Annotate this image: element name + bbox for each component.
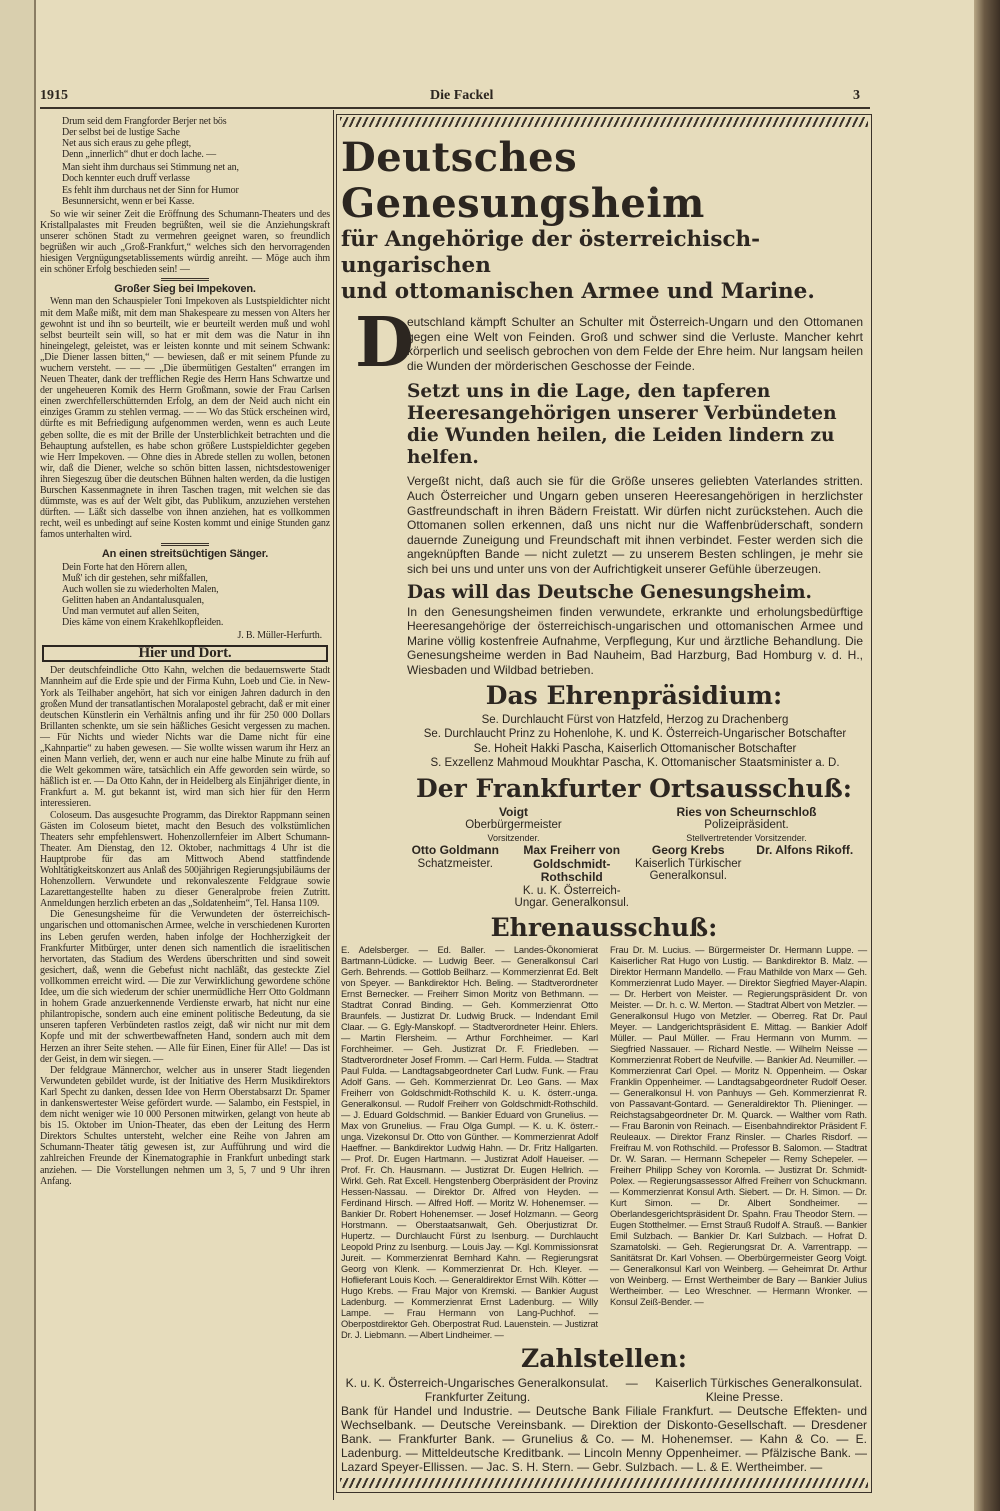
previous-page-edge (0, 0, 36, 1511)
praesidium-member: Se. Durchlaucht Prinz zu Hohenlohe, K. und K. Österreich-Ungarischer Botschafter (423, 728, 847, 740)
member-role: Oberbürgermeister (465, 819, 562, 831)
member-note: Vorsitzender. (487, 832, 540, 843)
separator (161, 278, 209, 281)
article-heading: An einen streitsüchtigen Sänger. (101, 548, 269, 561)
subtitle-line: für Angehörige der österreichisch-ungarischen (341, 227, 761, 278)
zahlstellen-banks: Bank für Handel und Industrie. — Deutsche Bank Filiale Frankfurt. — Deutsche Effekten- und Wechselbank. — Deutsche Vereinsbank. — Direktion der Diskonto-Gesellschaft. — Dresdener Bank. — Frankfurter Bank. — Grunelius & Co. — M. Hohenemser. — Kahn & Co. — E. Ladenburg. — Mitteldeutsche Kreditbank. — Lincoln Menny Oppenheimer. — Pfälzische Bank. — Lazard Speyer-Ellissen. — Jac. S. H. Stern. — Gebr. Sulzbach. — L. & E. Wertheimber. — (341, 1403, 867, 1474)
verse-line: Auch wollen sie zu wiederholten Malen, (62, 583, 219, 595)
paragraph: Die Genesungsheime für die Verwundeten der österreichisch-ungarischen und ottomanischen Armee, welche in verschiedenen Kurorten ins Leben gerufen werden, haben infolge der Hochherzigkeit der Frankfurter Mitbürger, unter denen sich namentlich die israelitischen hervortaten, das Stadium des Werdens überschritten und sind soweit gesichert, daß, wenn die Gebefust nicht nachläßt, das gesteckte Ziel vollkommen erreicht wird. — Die zur Verwirklichung gewordene schöne Idee, um die sich wiederum der schier unermüdliche Herr Otto Goldmann in hohem Grade anzuerkennende Verdienste erwarb, hat nicht nur eine philantropische, sondern auch eine eminent politische Bedeutung, da sie unseren tapferen Verbündeten rastlos zeigt, daß wir nicht nur mit dem Kopfe und mit der schwertbewaffneten Hand, sondern auch mit dem Herzen an ihrer Seite stehen. — Alle für Einen, Einer für Alle! — Das ist der Geist, in dem wir siegen. — (40, 909, 330, 1065)
verse-2 (40, 162, 330, 206)
advertisement (336, 114, 872, 1493)
decorative-border (340, 1478, 868, 1488)
member-goldmann (397, 844, 514, 910)
ortsausschuss-list (397, 806, 863, 910)
member-role: Schatzmeister. (417, 857, 493, 870)
body-paragraph: Vergeßt nicht, daß auch sie für die Größe unseres geliebten Vaterlandes stritten. Auch Österreicher und Ungarn geben unseren Heeresangehörigen in herzlichster Gastfreundschaft in ihren Bädern Freistatt. Wir dürfen nicht zurückstehen. Auch die Ottomanen sollen erkennen, daß uns nicht nur die Waffenbrüderschaft, sondern dauernde Zuneigung und Freundschaft mit ihnen verbindet. Fester werden sich die angeknüpften Bande — nicht zuletzt — zu unserem Besten schlingen, je mehr sie sich bei uns und unter uns von der Aufrichtigkeit unserer Gefühle überzeugen. (407, 474, 863, 576)
zahlstelle: Frankfurter Zeitung. (424, 1389, 531, 1404)
member-voigt (397, 806, 630, 845)
left-column (40, 116, 330, 1187)
zahlstellen-consulates (337, 1376, 871, 1390)
intro-paragraph (355, 303, 863, 383)
section-banner: Hier und Dort. (42, 645, 328, 662)
verse-1 (40, 116, 330, 160)
header-rule (40, 107, 870, 109)
header-title: Die Fackel (430, 88, 494, 103)
paragraph: Coloseum. Das ausgesuchte Programm, das Direktor Rappmann seinen Gästen im Coloseum bietet, macht den Besuch des volkstümlichen Theaters sehr empfehlenswert. Hohenzollernfeier im Albert Schumann-Theater. Am Dienstag, den 12. Oktober, nachmittags 4 Uhr ist die Hauptprobe für das am Mittwoch Abend stattfindende Wohltätigkeitskonzert aus Anlaß des 500jährigen Regierungsjubiläums der Hohenzollern. Verwundete und rekonvaleszente Feldgraue sowie Lazarettangestellte haben zu dieser Generalprobe freien Zutritt. Anmeldungen herzlich erbeten an das „Soldatenheim“, Tel. Hansa 1109. (40, 809, 330, 910)
member-name: Voigt (498, 804, 529, 819)
appeal: Setzt uns in die Lage, den tapferen Heeresangehörigen unserer Verbündeten die Wunden heilen, die Leiden lindern zu helfen. (407, 381, 837, 469)
paragraph: So wie wir seiner Zeit die Eröffnung des Schumann-Theaters und des Kristallpalastes mit Freuden begrüßten, weil sie die Anziehungskraft unserer schönen Stadt zu vermehren geeignet waren, so freundlich begrüßen wir auch „Groß-Frankfurt,“ welches sich den hervorragenden hiesigen Vergnügungsetablissements würdig anreiht. — Möge auch ihm ein schöner Erfolg beschieden sein! — (40, 208, 330, 276)
member-name: Ries von Scheurnschloß (676, 804, 817, 819)
verse-line: Drum seid dem Frangforder Berjer net bös (62, 116, 227, 127)
drop-cap: D (355, 303, 414, 383)
paragraph: Wenn man den Schauspieler Toni Impekoven als Lustspieldichter nicht mit dem Maße mißt, mit dem man Shakespeare zu messen von Alters her gewohnt ist und ihn so beurteilt, wie er beurteilt werden muß und wohl selbst beurteilt sein will, so hat er mit dem was die Natur in ihn hineingelegt, geleistet, was er leisten konnte und mit seinem Schwank: „Die Diener lassen bitten,“ — bewiesen, daß er mit seinem Pfunde zu wuchern versteht. — — — „Die übermütigen Gestalten“ errangen im Neuen Theater, dank der trefflichen Regie des Herrn Hans Schwartze und der ungeheueren Komik des Herrn Großmann, sowie der Frau Carlsen einen zwerchfellerschütternden Erfolg, an dem der Neid auch nicht ein einziges Gramm zu stehlen vermag. — — Wo das Stück erscheinen wird, dürfte es mit Befriedigung aufgenommen werden, wenn es auch Leute geben sollte, die es mit der Brille der Unsterblichkeit betrachten und die Behauptung aufstellen, es habe schon größere Lustspieldichter gegeben wie Herr Impekoven. — Ohne dies in Abrede stellen zu wollen, betonen wir, daß die Diener, welche so schön bitten lassen, nichtsdestoweniger ihren Siegeszug über die deutschen Bühnen halten werden, da die lustigen Burschen Kassenmagnete in ihren Taschen tragen, mit welchen sie das dümmste, was es auf der Welt gibt, das Publikum, anzuziehen verstehen dürften. — Läßt sich dasselbe von ihnen anziehen, hat es vollkommen recht, weil es unbedingt auf seine Kosten kommt und einige Stunden ganz famos unterhalten wird. (40, 296, 330, 541)
verse-line: Es fehlt ihm durchaus net der Sinn for Humor (62, 184, 239, 196)
member-ries (630, 806, 863, 845)
member-name: Dr. Alfons Rikoff. (756, 843, 854, 857)
ehren-column-left: E. Adelsberger. — Ed. Baller. — Landes-Ökonomierat Bartmann-Lüdicke. — Ludwig Beer. — Generalkonsul Carl Gerh. Behrends. — Gottlob Beilharz. — Kommerzienrat Ed. Belt von Speyer. — Bankdirektor Hch. Beling. — Stadtverordneter Ernst Bernecker. — Freiherr Simon Moritz von Bethmann. — Stadtrat Conrad Binding. — Geh. Kommerzienrat Otto Braunfels. — Justizrat Dr. Ludwig Bruck. — Indendant Emil Claar. — G. Egly-Manskopf. — Stadtverordneter Heinr. Ehlers. — Martin Flersheim. — Arthur Forchheimer. — Karl Forchheimer. — Geh. Justizrat Dr. F. Friedleben. — Stadtverordneter Josef Fromm. — Carl Herm. Fulda. — Stadtrat Paul Fulda. — Landtagsabgeordneter Carl Ludw. Funk. — Frau Adolf Gans. — Geh. Kommerzienrat Dr. Leo Gans. — Max Freiherr von Goldschmidt-Rothschild K. u. K. österr.-unga. Generalkonsul. — Rudolf Freiherr von Goldschmidt-Rothschild. — J. Eduard Goldschmid. — Bankier Eduard von Grunelius. — Max von Grunelius. — Frau Olga Gumpl. — K. u. K. österr.-unga. Vizekonsul Dr. Otto von Günther. — Kommerzienrat Adolf Haeffner. — Bankdirektor Ludwig Hahn. — Dr. Fritz Hallgarten. — Prof. Dr. Eugen Hartmann. — Justizrat Adolf Haueiser. — Prof. Fr. Ch. Hausmann. — Justizrat Dr. Eugen Hellrich. — Wirkl. Geh. Rat Excell. Hengstenberg Oberpräsident der Provinz Hessen-Nassau. — Direktor Dr. Alfred von Heyden. — Ferdinand Hirsch. — Alfred Hoff. — Moritz W. Hohenemser. — Bankier Dr. Robert Hohenemser. — Josef Holzmann. — Georg Horstmann. — Oberstaatsanwalt, Geh. Oberjustizrat Dr. Hupertz. — Durchlaucht Fürst zu Isenburg. — Durchlaucht Leopold Prinz zu Isenburg. — Louis Jay. — Kgl. Kommissionsrat Jureit. — Kommerzienrat Bernhard Kahn. — Regierungsrat Georg von Klenk. — Kommerzienrat Dr. Hch. Kleyer. — Hoflieferant Louis Koch. — Generaldirektor Ernst Wilh. Kötter — Hugo Krebs. — Frau Major von Kremski. — Bankier August Ladenburg. — Kommerzienrat Ernst Ladenburg. — Willy Lampe. — Frau Hermann von Lang-Puchhof. — Oberpostdirektor Geh. Oberpostrat Rud. Lauenstein. — Justizrat Dr. J. Liebmann. — Albert Lindheimer. — (341, 944, 598, 1340)
member-role: K. u. K. Österreich-Ungar. Generalkonsul. (514, 884, 629, 909)
verse-3 (40, 562, 330, 629)
member-name: Otto Goldmann (411, 843, 499, 857)
book-spine (974, 0, 1000, 1511)
intro-text: eutschland kämpft Schulter an Schulter mit Österreich-Ungarn und den Ottomanen gegen eine Welt von Feinden. Groß und schwer sind die Verluste. Mancher kehrt körperlich und seelisch gebrochen von dem Felde der Ehre heim. Nur langsam heilen die Wunden der mörderischen Geschosse der Feinde. (407, 315, 863, 373)
subtitle-line: und ottomanischen Armee und Marine. (341, 279, 815, 304)
member-name: Max Freiherr von Goldschmidt-Rothschild (523, 843, 621, 884)
dash: — (625, 1375, 638, 1390)
member-krebs (630, 844, 747, 910)
verse-line: Denn „innerlich“ dhut er doch lache. — (62, 149, 216, 161)
zahlstellen-heading: Zahlstellen: (521, 1343, 687, 1373)
praesidium-heading: Das Ehrenpräsidium: (485, 680, 783, 710)
zahlstellen-newspapers (337, 1390, 871, 1404)
column-rule (333, 110, 334, 1500)
verse-line: Doch kennter euch druff verlasse (62, 173, 190, 185)
verse-line: Muß' ich dir gestehen, sehr mißfallen, (62, 572, 208, 584)
member-name: Georg Krebs (651, 843, 725, 857)
ehrenausschuss-list (341, 945, 867, 1341)
zahlstelle: Kleine Presse. (705, 1389, 784, 1404)
body-paragraph: In den Genesungsheimen finden verwundete, erkrankte und erholungsbedürftige Heeresangehörige der österreichisch-ungarischen und ottomanischen Armee und Marine völlig kostenfreie Aufnahme, Verpflegung, Kur und ärztliche Behandlung. Die Genesungsheime werden in Bad Nauheim, Bad Harzburg, Bad Homburg v. d. H., Wiesbaden und Wildbad betrieben. (407, 604, 863, 677)
praesidium-member: Se. Durchlaucht Fürst von Hatzfeld, Herzog zu Drachenberg (481, 713, 789, 726)
verse-line: Dein Forte hat den Hörern allen, (62, 561, 188, 573)
praesidium-list (407, 713, 863, 771)
ortsausschuss-heading: Der Frankfurter Ortsausschuß: (416, 773, 852, 803)
zahlstelle: K. u. K. Österreich-Ungarisches Generalkonsulat. (345, 1375, 609, 1390)
verse-line: Der selbst bei de lustige Sache (62, 127, 180, 139)
paragraph: Der feldgraue Männerchor, welcher aus in unserer Stadt liegenden Verwundeten gebildet wurde, ist der Initiative des Herrn Musikdirektors Karl Specht zu danken, dessen Idee von Herrn Oberstabsarzt Dr. Spamer in dankenswertester Weise gefördert wurde. — Salambo, ein Festspiel, in dem nicht weniger wie 10 000 Personen mitwirken, gelangt von heute ab bis 15. Oktober im Union-Theater, das eben der Leitung des Herrn Direktors Schultes untersteht, welcher eine Reihe von Jahren am Schumann-Theater tätig gewesen ist, zur Aufführung und wird die zahlreichen Freunde der Kinematographie in Frankfurt unbedingt stark anziehen. — Die Vorstellungen nehmen um 3, 5, 7 und 9 Uhr ihren Anfang. (40, 1064, 330, 1187)
member-goldschmidt (514, 844, 631, 910)
member-role: Polizeipräsident. (704, 819, 789, 831)
zahlstelle: Kaiserlich Türkisches Generalkonsulat. (655, 1375, 863, 1390)
paragraph: Der deutschfeindliche Otto Kahn, welchen die bedauernswerte Stadt Mannheim auf die Erde spie und der Firma Kuhn, Loeb und Cie. in New-York als Teilhaber angehört, hat sich vor einigen Jahren dadurch in den großen Mund der transatlantischen Moralapostel gebracht, daß er mit einer deutschen Künstlerin ein Verhältnis anfing und ihr für 250 000 Dollars Brillanten schenkte, um sie sein häßliches Gesicht vergessen zu machen. — Für Nichts und wieder Nichts war die Dame nicht für eine „Kahnpartie“ zu haben gewesen. — Sie wollte wissen warum ihr Herz an einen Mann verlieh, der, wenn er auch nur eine halbe Minute zu früh auf die Welt gekommen wäre, tatsächlich ein Affe geworden sein würde, so häßlich ist er. — Da Otto Kahn, der in Heidelberg als Einjähriger diente, in Frankfurt a. M. gut bekannt ist, wird man sich hier für den Herrn interessieren. (40, 665, 330, 810)
member-rikoff (747, 844, 864, 910)
decorative-border (340, 117, 868, 127)
verse-line: Man sieht ihm durchaus sei Stimmung net an, (62, 162, 239, 174)
header-page-number: 3 (853, 88, 860, 103)
ehrenausschuss-heading: Ehrenausschuß: (490, 912, 718, 942)
header-year: 1915 (40, 88, 68, 103)
ad-title: Deutsches Genesungsheim (341, 134, 705, 227)
signature: J. B. Müller-Herfurth. (237, 630, 322, 642)
member-role: Kaiserlich Türkischer Generalkonsul. (634, 857, 742, 882)
verse-line: Und man vermutet auf allen Seiten, (62, 605, 200, 617)
verse-line: Besunnersicht, wenn er bei Kasse. (62, 195, 195, 207)
member-note: Stellvertretender Vorsitzender. (686, 832, 807, 843)
praesidium-member: Se. Hoheit Hakki Pascha, Kaiserlich Ottomanischer Botschafter (473, 742, 797, 755)
separator (161, 543, 209, 546)
verse-line: Dies käme von einem Krakehlkopfleiden. (62, 617, 224, 629)
ad-subtitle (341, 227, 871, 305)
verse-line: Gelitten haben an Andantalusqualen, (62, 594, 204, 606)
ehren-column-right: Frau Dr. M. Lucius. — Bürgermeister Dr. Hermann Luppe. — Kaiserlicher Rat Hugo von Lustig. — Bankdirektor B. Malz. — Direktor Hermann Mandello. — Frau Mathilde von Marx — Geh. Kommerzienrat Ludo Mayer. — Direktor Siegfried Mayer-Alapin. — Dr. Herbert von Meister. — Regierungspräsident Dr. von Meister. — Dr. h. c. W. Merton. — Stadtrat Albert von Metzler. — Generalkonsul Hugo von Metzler. — Oberreg. Rat Dr. Paul Meyer. — Landgerichtspräsident E. Mittag. — Bankier Adolf Müller. — Paul Müller. — Frau Hermann von Mumm. — Siegfried Nassauer. — Richard Nestle. — Wilhelm Neisse — Kommerzienrat Robert de Neufville. — Bankier Ad. Neumiller. — Kommerzienrat Carl Opel. — Moritz N. Oppenheim. — Oskar Franklin Oppenheimer. — Landtagsabgeordneter Rudolf Oeser. — Generalkonsul H. von Panhuys — Geh. Kommerzienrat R. von Passavant-Gontard. — Generaldirektor Th. Plieninger. — Reichstagsabgeordneter Dr. M. Quarck. — Walther vom Rath. — Frau Baronin von Reinach. — Eisenbahndirektor Präsident F. Reuleaux. — Direktor Franz Rinsler. — Charles Risdorf. — Freifrau M. von Rothschild. — Professor B. Salomon. — Stadtrat Dr. W. Saran. — Hermann Schepeler — Remy Schepeler. — Freiherr Philipp Schey von Koromla. — Justizrat Dr. Schmidt-Polex. — Regierungsassessor Alfred Freiherr von Schuckmann. — Kommerzienrat Konsul Arth. Siebert. — Dr. H. Simon. — Dr. Kurt Simon. — Dr. Albert Sondheimer. — Oberlandesgerichtspräsident Dr. Spahn. Frau Theodor Stern. — Eugen Stotthelmer. — Ernst Strauß Rudolf A. Strauß. — Bankier Emil Sulzbach. — Bankier Dr. Karl Sulzbach. — Hofrat D. Szamatolski. — Geh. Regierungsrat Dr. A. Varrentrapp. — Sanitätsrat Dr. Karl Vohsen. — Oberbürgermeister Georg Voigt. — Generalkonsul Karl von Weinberg. — Geheimrat Dr. Arthur von Weinberg. — Ernst Wertheimber de Bary — Bankier Julius Wertheimber. — Leo Wreschner. — Hermann Wronker. — Konsul Zeiß-Bender. — (610, 944, 867, 1307)
praesidium-member: S. Exzellenz Mahmoud Moukhtar Pascha, K. Ottomanischer Staatsminister a. D. (430, 757, 840, 769)
article-heading: Großer Sieg bei Impekoven. (114, 283, 256, 296)
subheading: Das will das Deutsche Genesungsheim. (407, 581, 812, 603)
verse-line: Net aus sich eraus zu gehe pflegt, (62, 138, 192, 150)
